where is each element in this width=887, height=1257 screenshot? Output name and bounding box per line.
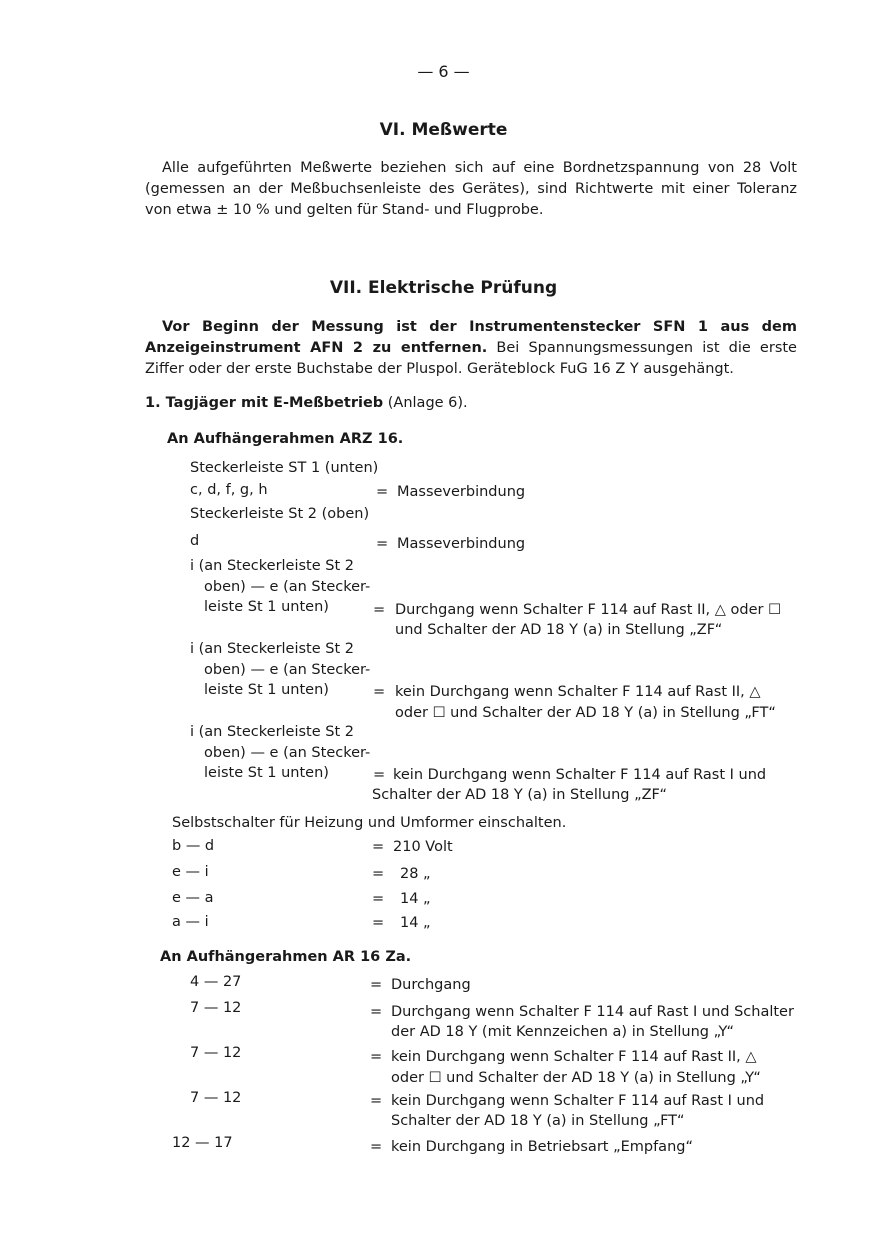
arz-row2-value: Masseverbindung xyxy=(397,536,526,552)
item-1-title xyxy=(145,395,468,411)
arz-row5-eq: = xyxy=(373,767,386,783)
item-1-bold: 1. Tagjäger mit E-Meßbetrieb xyxy=(145,395,384,411)
arz-row4-value-line2: oder ☐ und Schalter der AD 18 Y (a) in Stellung „FT“ xyxy=(395,705,776,721)
ar-row2-left: 7 — 12 xyxy=(190,1000,242,1016)
ar-row2-value-line1: Durchgang wenn Schalter F 114 auf Rast I und Schalter xyxy=(391,1004,794,1020)
arz-row3-pin-line1: i (an Steckerleiste St 2 xyxy=(190,558,354,574)
ar-row5-value: kein Durchgang in Betriebsart „Empfang“ xyxy=(391,1139,693,1155)
ar-row3-value-line2: oder ☐ und Schalter der AD 18 Y (a) in Stellung „Y“ xyxy=(391,1070,761,1086)
arz-row5-value-line1: kein Durchgang wenn Schalter F 114 auf Rast I und xyxy=(393,767,767,783)
arz-row1-left: c, d, f, g, h xyxy=(190,482,268,498)
arz-row5-pin-line2: oben) — e (an Stecker- xyxy=(204,745,371,761)
ar-row5-eq: = xyxy=(370,1139,383,1155)
selbstschalter-note: Selbstschalter für Heizung und Umformer einschalten. xyxy=(172,815,567,831)
ar-row2-value-line2: der AD 18 Y (mit Kennzeichen a) in Stellung „Y“ xyxy=(391,1024,735,1040)
arz-row4-pin-line1: i (an Steckerleiste St 2 xyxy=(190,641,354,657)
intro-bold-text: Vor Beginn der Messung ist der Instrumentenstecker SFN 1 aus dem Anzeigeinstrument AFN 2 zu entfernen. xyxy=(145,319,797,356)
voltage-row4-value: 14 „ xyxy=(400,915,431,931)
ar-row1-eq: = xyxy=(370,977,383,993)
ar-heading: An Aufhängerahmen AR 16 Za. xyxy=(160,949,412,965)
voltage-row3-left: e — a xyxy=(172,890,214,906)
arz-row1-eq: = xyxy=(376,484,389,500)
arz-row5-pin-line1: i (an Steckerleiste St 2 xyxy=(190,724,354,740)
arz-row3-eq: = xyxy=(373,602,386,618)
arz-row4-pin-line2: oben) — e (an Stecker- xyxy=(204,662,371,678)
arz-row2-left: d xyxy=(190,533,200,549)
arz-heading: An Aufhängerahmen ARZ 16. xyxy=(167,431,404,447)
voltage-row4-left: a — i xyxy=(172,914,209,930)
arz-row5-pin-line3: leiste St 1 unten) xyxy=(204,765,329,781)
voltage-row3-value: 14 „ xyxy=(400,891,431,907)
arz-row3-value-line1: Durchgang wenn Schalter F 114 auf Rast II, △ oder ☐ xyxy=(395,602,782,618)
ar-row1-left: 4 — 27 xyxy=(190,974,242,990)
arz-row3-value-line2: und Schalter der AD 18 Y (a) in Stellung „ZF“ xyxy=(395,622,723,638)
voltage-row1-value: 210 Volt xyxy=(393,839,453,855)
arz-row4-pin-line3: leiste St 1 unten) xyxy=(204,682,329,698)
voltage-row3-eq: = xyxy=(372,891,385,907)
section-vi-heading: VI. Meßwerte xyxy=(379,120,508,140)
st1-label: Steckerleiste ST 1 (unten) xyxy=(190,460,379,476)
st2-label: Steckerleiste St 2 (oben) xyxy=(190,506,370,522)
voltage-row2-value: 28 „ xyxy=(400,866,431,882)
ar-row3-left: 7 — 12 xyxy=(190,1045,242,1061)
ar-row3-eq: = xyxy=(370,1049,383,1065)
page-number: — 6 — xyxy=(417,62,470,81)
section-vi-paragraph: Alle aufgeführten Meßwerte beziehen sich auf eine Bordnetzspannung von 28 Volt (gemessen an der Meßbuchsenleiste des Gerätes), sind Richtwerte mit einer Toleranz von etwa ± 10 % und gelten für Stand- und Flugprobe. xyxy=(145,160,797,218)
ar-row1-value: Durchgang xyxy=(391,977,471,993)
arz-row4-value-line1: kein Durchgang wenn Schalter F 114 auf Rast II, △ xyxy=(395,684,761,700)
arz-row4-eq: = xyxy=(373,684,386,700)
ar-row4-value-line1: kein Durchgang wenn Schalter F 114 auf Rast I und xyxy=(391,1093,765,1109)
ar-row2-eq: = xyxy=(370,1004,383,1020)
ar-row3-value-line1: kein Durchgang wenn Schalter F 114 auf Rast II, △ xyxy=(391,1049,757,1065)
arz-row1-value: Masseverbindung xyxy=(397,484,526,500)
ar-row4-value-line2: Schalter der AD 18 Y (a) in Stellung „FT“ xyxy=(391,1113,685,1129)
voltage-row2-left: e — i xyxy=(172,864,209,880)
ar-row4-left: 7 — 12 xyxy=(190,1090,242,1106)
voltage-row2-eq: = xyxy=(372,866,385,882)
section-vii-intro xyxy=(145,317,797,380)
intro-rest-text: Bei Spannungsmessungen ist die erste Ziffer oder der erste Buchstabe der Pluspol. Geräteblock FuG 16 Z Y ausgehängt. xyxy=(145,340,797,377)
ar-row4-eq: = xyxy=(370,1093,383,1109)
arz-row3-pin-line3: leiste St 1 unten) xyxy=(204,599,329,615)
ar-row5-left: 12 — 17 xyxy=(172,1135,233,1151)
item-1-rest: (Anlage 6). xyxy=(383,395,468,411)
section-vii-heading: VII. Elektrische Prüfung xyxy=(329,278,558,298)
voltage-row1-left: b — d xyxy=(172,838,215,854)
arz-row3-pin-line2: oben) — e (an Stecker- xyxy=(204,579,371,595)
arz-row2-eq: = xyxy=(376,536,389,552)
arz-row5-value-line2: Schalter der AD 18 Y (a) in Stellung „ZF“ xyxy=(372,787,668,803)
voltage-row1-eq: = xyxy=(372,839,385,855)
voltage-row4-eq: = xyxy=(372,915,385,931)
